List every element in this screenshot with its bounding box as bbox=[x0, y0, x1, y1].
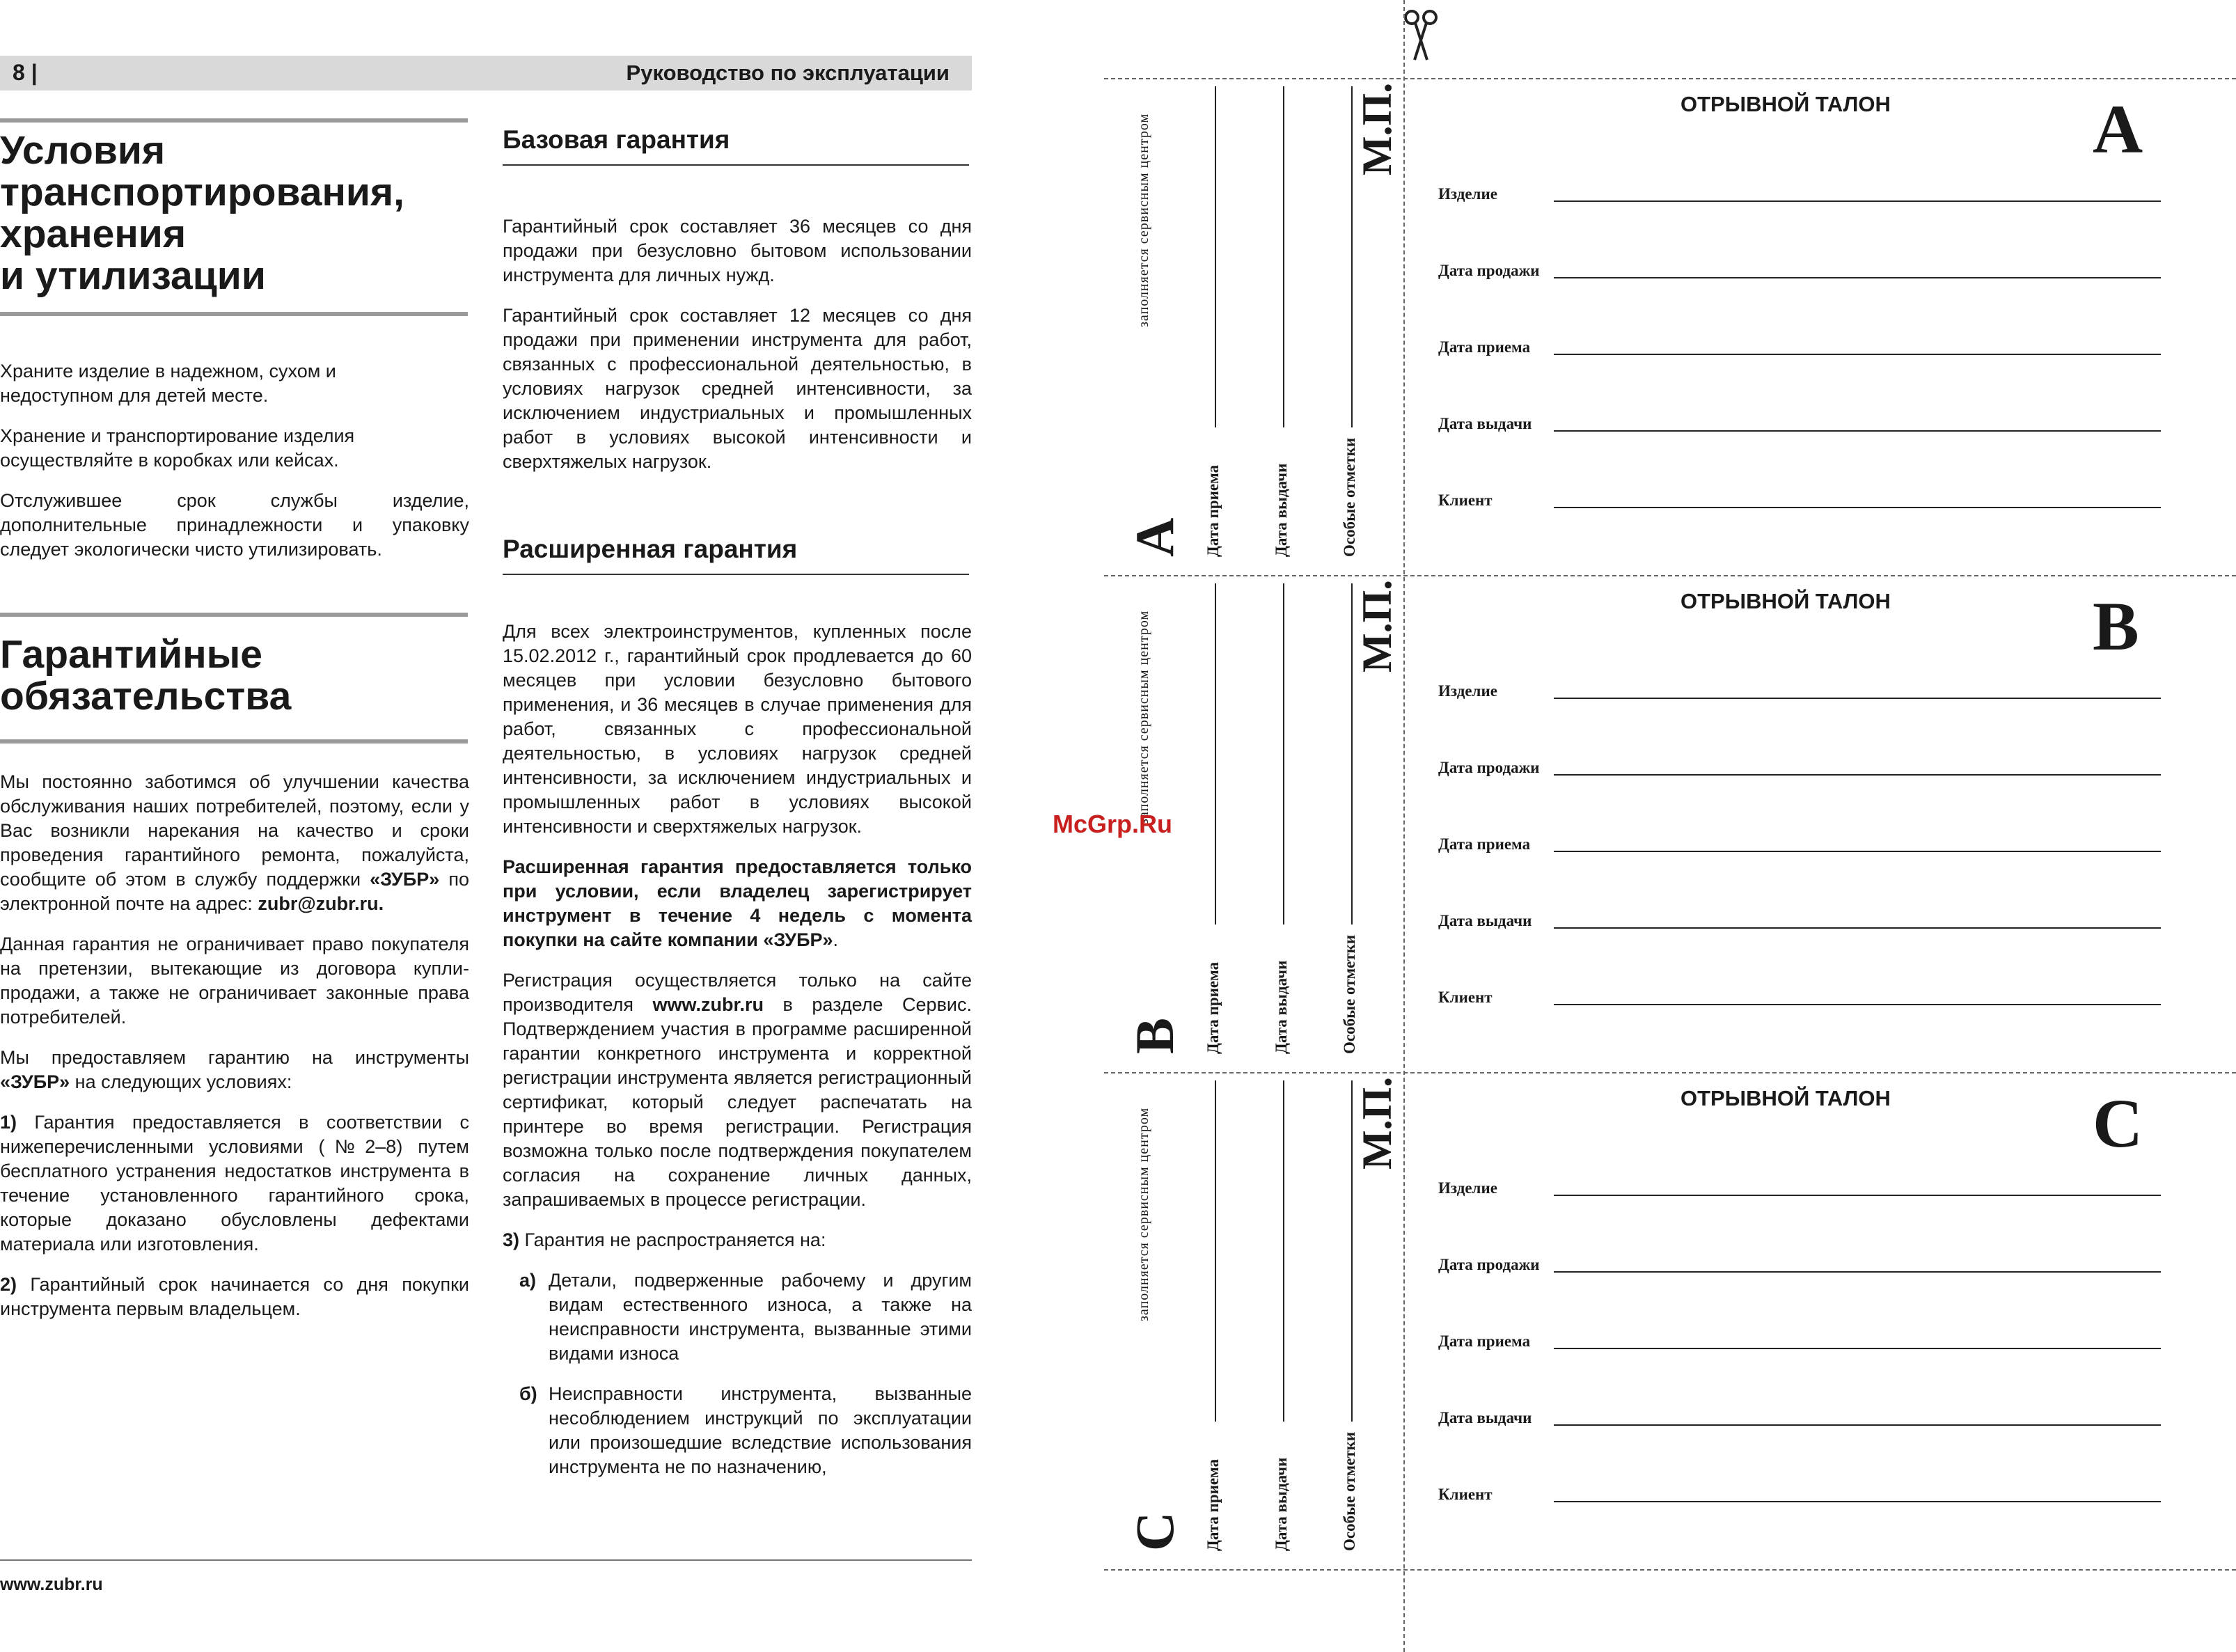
coupon-letter: B bbox=[2093, 588, 2139, 665]
field-label: Клиент bbox=[1438, 491, 1493, 509]
sub-item-label: б) bbox=[519, 1383, 537, 1404]
cut-line bbox=[1104, 1569, 2236, 1571]
field-line bbox=[1554, 927, 2161, 929]
field-label: Дата приема bbox=[1438, 338, 1531, 356]
website-link: www.zubr.ru bbox=[652, 994, 764, 1015]
coupon-c bbox=[0, 994, 2236, 1569]
field-label: Дата приема bbox=[1438, 1332, 1531, 1350]
field-line bbox=[1554, 851, 2161, 852]
stub-line bbox=[1351, 86, 1353, 427]
stub-issued-label: Дата выдачи bbox=[1273, 960, 1290, 1054]
brand-name: «ЗУБР» bbox=[370, 869, 440, 890]
text-span: на следующих условиях: bbox=[74, 1071, 292, 1092]
coupon-title: ОТРЫВНОЙ ТАЛОН bbox=[1680, 1086, 1891, 1110]
basic-paragraph: Гарантийный срок составляет 12 месяцев со дня продажи при применении инструмента для работ, связанных с профессиональной деятельностью, в условиях нагрузок средней интенсивности, за исключением индустриальных и промышленных работ в условиях высокой интенсивности и сверхтяжелых нагрузок. bbox=[503, 305, 972, 472]
coupon-title: ОТРЫВНОЙ ТАЛОН bbox=[1680, 92, 1891, 116]
item-number: 2) bbox=[0, 1274, 17, 1295]
field-line bbox=[1554, 1195, 2161, 1196]
stub-issued-label: Дата выдачи bbox=[1273, 1457, 1290, 1551]
support-email: zubr@zubr.ru. bbox=[258, 893, 384, 914]
stub-line bbox=[1351, 583, 1353, 925]
text-span: Гарантия предоставляется в соответствии с нижеперечисленными условиями (№2–8) путем бесплатного устранения недостатков инструмента в течение установленного гарантийного срока, которые доказано обусловлены дефектами материала или изготовления. bbox=[0, 1112, 469, 1254]
field-line bbox=[1554, 1348, 2161, 1349]
extended-paragraph: Для всех электроинструментов, купленных после 15.02.2012 г., гарантийный срок продлевается до 60 месяцев при условии безусловно бытового применения, и 36 месяцев в случае применения для работ, связанных с профессиональной деятельностью, в условиях нагрузок средней интенсивности, за исключением индустриальных и промышленных работ в условиях высокой интенсивности и сверхтяжелых нагрузок. bbox=[503, 621, 972, 837]
transport-paragraph: Храните изделие в надежном, сухом и недоступном для детей месте. bbox=[0, 361, 336, 406]
text-span: Мы предоставляем гарантию на инструменты bbox=[0, 1047, 469, 1068]
text-span: Гарантия не распространяется на: bbox=[524, 1229, 826, 1250]
text-span: Мы постоянно заботимся об улучшении качества обслуживания наших потребителей, поэтому, если у Вас возникли нарекания на качество и сроки проведения гарантийного ремонта, пожалуйста, сообщите об этом в службу поддержки bbox=[0, 771, 469, 890]
transport-heading-line: и утилизации bbox=[0, 253, 266, 298]
field-line bbox=[1554, 1424, 2161, 1426]
field-label: Изделие bbox=[1438, 1179, 1497, 1197]
manual-title: Руководство по эксплуатации bbox=[626, 61, 950, 85]
stub-line bbox=[1283, 1080, 1284, 1422]
field-label: Изделие bbox=[1438, 682, 1497, 700]
field-label: Дата продажи bbox=[1438, 262, 1540, 279]
field-label: Дата выдачи bbox=[1438, 1409, 1532, 1426]
coupon-b bbox=[0, 497, 2236, 1072]
item-number: 3) bbox=[503, 1229, 520, 1250]
stub-received-label: Дата приема bbox=[1204, 1458, 1222, 1551]
bold-condition: Расширенная гарантия предоставляется только при условии, если владелец зарегистрирует инструмент в течение 4 недель с момента покупки на сайте компании «ЗУБР» bbox=[503, 856, 972, 950]
stub-issued-label: Дата выдачи bbox=[1273, 463, 1290, 557]
stamp-mark: М.П. bbox=[1354, 82, 1400, 175]
stub-letter: A bbox=[1124, 517, 1185, 557]
sub-item-text: Детали, подверженные рабочему и другим видам естественного износа, а также на неисправности инструмента, вызванные этими видами износа bbox=[549, 1270, 972, 1364]
warranty-paragraph-2: Данная гарантия не ограничивает право покупателя на претензии, вытекающие из договора купли-продажи, а также не ограничивает законные права потребителей. bbox=[0, 934, 469, 1028]
field-line bbox=[1554, 1501, 2161, 1502]
watermark: McGrp.Ru bbox=[1053, 810, 1173, 838]
field-label: Дата приема bbox=[1438, 835, 1531, 853]
text-span: Гарантийный срок начинается со дня покупки инструмента первым владельцем. bbox=[0, 1274, 469, 1319]
basic-paragraph: Гарантийный срок составляет 36 месяцев со дня продажи при безусловно бытовом использовании инструмента для личных нужд. bbox=[503, 216, 972, 285]
text-span: . bbox=[833, 929, 839, 950]
field-line bbox=[1554, 354, 2161, 355]
field-label: Изделие bbox=[1438, 185, 1497, 203]
transport-heading-line: Условия bbox=[0, 128, 166, 173]
brand-name: «ЗУБР» bbox=[0, 1071, 70, 1092]
stub-service-note: заполняется сервисным центром bbox=[1136, 113, 1151, 327]
field-label: Клиент bbox=[1438, 1486, 1493, 1503]
field-line bbox=[1554, 1271, 2161, 1273]
transport-paragraph: Хранение и транспортирование изделия осуществляйте в коробках или кейсах. bbox=[0, 425, 355, 471]
field-line bbox=[1554, 698, 2161, 699]
text-span: Регистрация осуществляется только на сайте производителя bbox=[503, 970, 972, 1015]
field-label: Дата выдачи bbox=[1438, 912, 1532, 929]
transport-paragraph: Отслужившее срок службы изделие, дополнительные принадлежности и упаковку следует экологически чисто утилизировать. bbox=[0, 490, 469, 560]
warranty-heading-line: обязательства bbox=[0, 674, 292, 718]
sub-item-text: Неисправности инструмента, вызванные несоблюдением инструкций по эксплуатации или произошедшие вследствие использования инструмента не по назначению, bbox=[549, 1383, 972, 1477]
extended-warranty-title: Расширенная гарантия bbox=[503, 535, 798, 563]
coupon-letter: A bbox=[2093, 91, 2143, 168]
stub-service-note: заполняется сервисным центром bbox=[1136, 610, 1151, 824]
stub-letter: C bbox=[1124, 1511, 1185, 1551]
field-label: Дата продажи bbox=[1438, 1256, 1540, 1273]
field-line bbox=[1554, 200, 2161, 202]
transport-heading-line: хранения bbox=[0, 212, 187, 256]
field-label: Дата продажи bbox=[1438, 759, 1540, 776]
stub-notes-label: Особые отметки bbox=[1341, 1431, 1358, 1551]
field-line bbox=[1554, 277, 2161, 278]
coupon-letter: C bbox=[2093, 1085, 2143, 1162]
transport-heading-line: транспортирования, bbox=[0, 170, 405, 214]
warranty-heading-line: Гарантийные bbox=[0, 632, 263, 677]
stub-line bbox=[1215, 1080, 1216, 1422]
item-number: 1) bbox=[0, 1112, 17, 1133]
stub-notes-label: Особые отметки bbox=[1341, 934, 1358, 1054]
stub-line bbox=[1215, 583, 1216, 925]
page-number: 8 | bbox=[13, 60, 38, 85]
stub-letter: B bbox=[1124, 1017, 1185, 1054]
footer-url: www.zubr.ru bbox=[0, 1575, 103, 1594]
stamp-mark: М.П. bbox=[1354, 1076, 1400, 1170]
basic-warranty-title: Базовая гарантия bbox=[503, 125, 730, 154]
field-label: Клиент bbox=[1438, 989, 1493, 1006]
coupon-a bbox=[0, 0, 2236, 575]
text-span: в разделе Сервис. Подтверждением участия в программе расширенной гарантии конкретного инструмента и корректной регистрации инструмента является регистрационный сертификат, который следует распечатать на принтере во время регистрации. Регистрация возможна только после подтверждения покупателем согласия на сохранение личных данных, запрашиваемых в процессе регистрации. bbox=[503, 994, 972, 1210]
stub-line bbox=[1351, 1080, 1353, 1422]
stub-line bbox=[1283, 86, 1284, 427]
sub-item-label: а) bbox=[519, 1270, 537, 1291]
coupon-title: ОТРЫВНОЙ ТАЛОН bbox=[1680, 589, 1891, 613]
field-line bbox=[1554, 774, 2161, 776]
field-line bbox=[1554, 430, 2161, 432]
stub-notes-label: Особые отметки bbox=[1341, 437, 1358, 557]
stub-service-note: заполняется сервисным центром bbox=[1136, 1107, 1151, 1321]
stub-line bbox=[1283, 583, 1284, 925]
stub-line bbox=[1215, 86, 1216, 427]
text-span: по электронной почте на адрес: bbox=[0, 869, 469, 914]
stub-received-label: Дата приема bbox=[1204, 961, 1222, 1054]
stub-received-label: Дата приема bbox=[1204, 464, 1222, 557]
stamp-mark: М.П. bbox=[1354, 579, 1400, 672]
field-label: Дата выдачи bbox=[1438, 415, 1532, 432]
